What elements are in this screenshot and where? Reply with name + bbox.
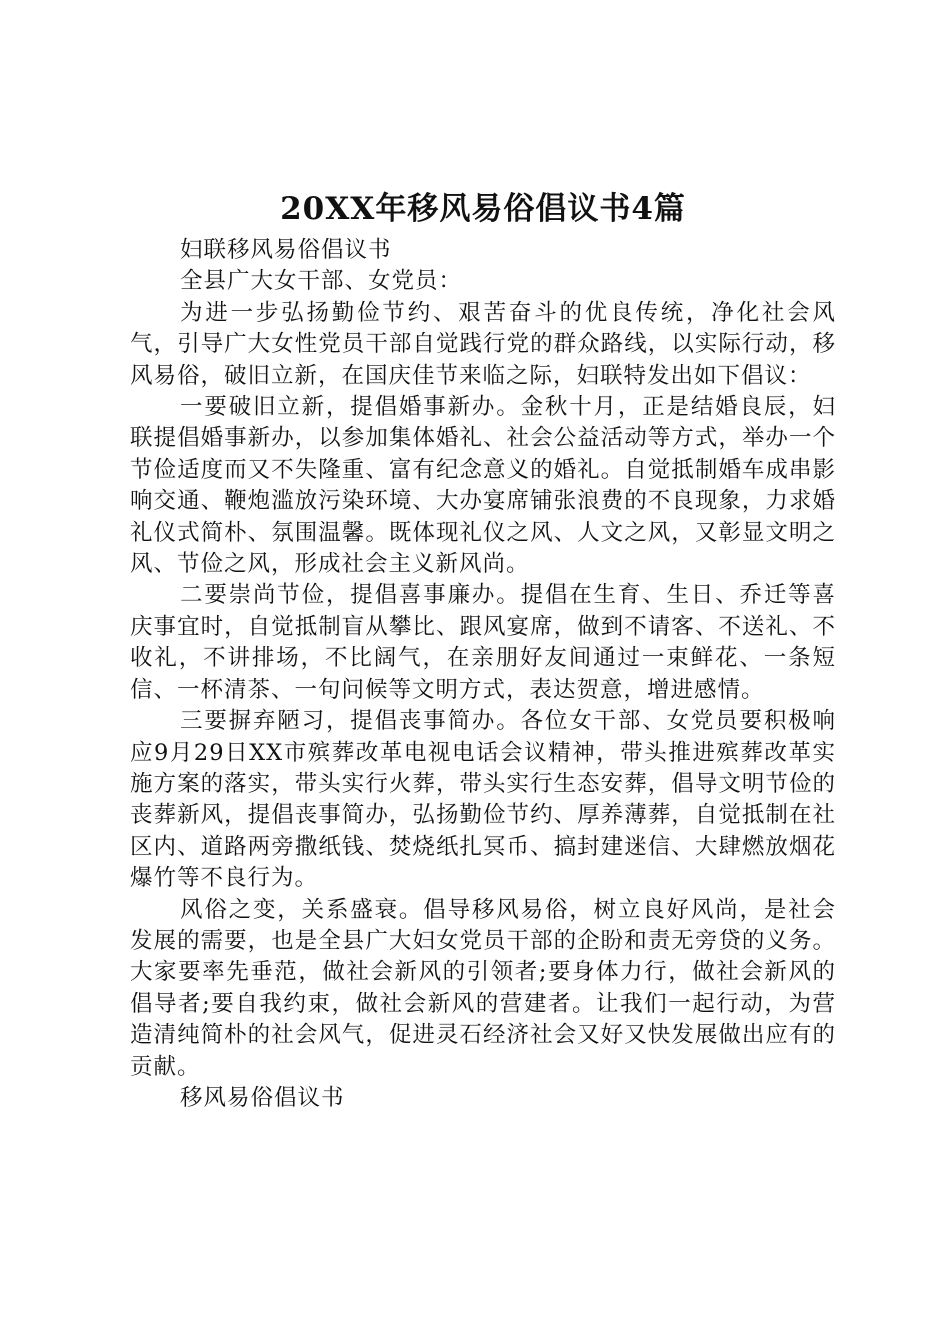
document-title: 20XX年移风易俗倡议书4篇 <box>280 191 686 227</box>
paragraph-conclusion: 风俗之变，关系盛衰。倡导移风易俗，树立良好风尚，是社会发展的需要，也是全县广大妇女党员干部的企盼和责无旁贷的义务。大家要率先垂范，做社会新风的引领者;要身体力行，做社会新风的倡导者;要自我约束，做社会新风的营建者。让我们一起行动，为营造清纯简朴的社会风气，促进灵石经济社会又好又快发展做出应有的贡献。 <box>130 896 836 1080</box>
closing-heading: 移风易俗倡议书 <box>180 1084 345 1111</box>
document-page <box>130 185 836 1114</box>
paragraph-celebration: 二要崇尚节俭，提倡喜事廉办。提倡在生育、生日、乔迁等喜庆事宜时，自觉抵制盲从攀比、跟风宴席，做到不请客、不送礼、不收礼，不讲排场，不比阔气，在亲朋好友间通过一束鲜花、一条短信、一杯清茶、一句问候等文明方式，表达贺意，增进感情。 <box>130 582 836 703</box>
paragraph-intro: 为进一步弘扬勤俭节约、艰苦奋斗的优良传统，净化社会风气，引导广大女性党员干部自觉践行党的群众路线，以实际行动，移风易俗，破旧立新，在国庆佳节来临之际，妇联特发出如下倡议： <box>130 299 836 389</box>
document-subtitle: 妇联移风易俗倡议书 <box>180 237 392 263</box>
paragraph-wedding: 一要破旧立新，提倡婚事新办。金秋十月，正是结婚良辰，妇联提倡婚事新办，以参加集体婚礼、社会公益活动等方式，举办一个节俭适度而又不失隆重、富有纪念意义的婚礼。自觉抵制婚车成串影响交通、鞭炮滥放污染环境、大办宴席铺张浪费的不良现象，力求婚礼仪式简朴、氛围温馨。既体现礼仪之风、人文之风，又彰显文明之风、节俭之风，形成社会主义新风尚。 <box>130 394 836 578</box>
salutation: 全县广大女干部、女党员： <box>180 268 463 295</box>
paragraph-funeral: 三要摒弃陋习，提倡丧事简办。各位女干部、女党员要积极响应9月29日XX市殡葬改革电视电话会议精神，带头推进殡葬改革实施方案的落实，带头实行火葬，带头实行生态安葬，倡导文明节俭的丧葬新风，提倡丧事简办，弘扬勤俭节约、厚养薄葬，自觉抵制在社区内、道路两旁撒纸钱、焚烧纸扎冥币、搞封建迷信、大肆燃放烟花爆竹等不良行为。 <box>130 708 836 892</box>
